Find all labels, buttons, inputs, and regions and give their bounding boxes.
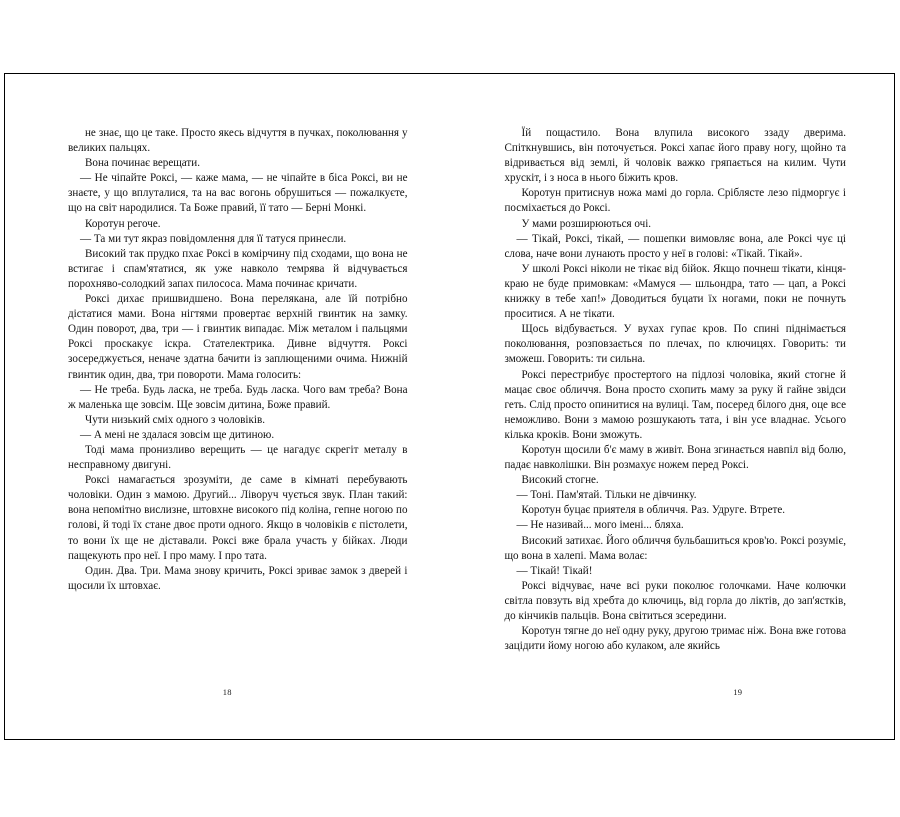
book-spread-frame	[4, 73, 895, 740]
page-left	[5, 74, 450, 739]
paragraph: — Не чіпайте Роксі, — каже мама, — не чіпайте в біса Роксі, ви не знаєте, у що вплуталися, та на вас вогонь обрушиться — пожалкуєте, що на світ народилися. Та Боже правий, її тато — Берні Монкі.	[68, 172, 408, 215]
paragraph: — Тікай! Тікай!	[516, 564, 593, 577]
paragraph: — А мені не здалася зовсім ще дитиною.	[80, 428, 275, 441]
paragraph: Роксі відчуває, наче всі руки поколює голочками. Наче колючки світла повзуть від хребта до ключиць, від горла до ліктів, до зап'ястків, до кінчиків пальців. Вона світиться зсередини.	[504, 579, 846, 622]
paragraph: не знає, що це таке. Просто якесь відчуття в пучках, поколювання у великих пальцях.	[68, 127, 408, 155]
paragraph: Роксі дихає пришвидшено. Вона перелякана, але їй потрібно дістатися мами. Вона нігтями провертає верхній гвинтик на замку. Один поворот, два, три — і гвинтик випадає. Між металом і пальцями Роксі проскакує іскра. Стателектрика. Дивне відчуття. Роксі зосереджується, неначе здатна бачити із заплющеними очима. Нижній гвинтик один, два, три повороти. Мама голосить:	[68, 293, 408, 381]
paragraph: Щось відбувається. У вухах гупає кров. По спині піднімається поколювання, розповзається по плечах, по ключицях. Говорить: ти зможеш. Говорить: ти сильна.	[504, 323, 846, 366]
page-left-text-column	[68, 126, 408, 594]
page-right	[450, 74, 895, 739]
paragraph: Один. Два. Три. Мама знову кричить, Роксі зриває замок з дверей і щосили їх штовхає.	[68, 564, 408, 592]
paragraph: Чути низький сміх одного з чоловіків.	[85, 413, 265, 426]
paragraph: Коротун регоче.	[85, 217, 161, 230]
paragraph: — Та ми тут якраз повідомлення для її татуся принесли.	[80, 232, 347, 245]
page-spread	[5, 74, 894, 739]
paragraph: Високий так прудко пхає Роксі в комірчину під сходами, що вона не встигає і спам'ятатися, як уже навколо темрява й відчувається порохняво-солодкий запах пилососа. Мама починає кричати.	[68, 247, 408, 290]
page-right-text-column	[505, 126, 847, 654]
paragraph: Високий стогне.	[521, 474, 599, 487]
paragraph: Тоді мама пронизливо верещить — це нагадує скрегіт металу в несправному двигуні.	[68, 443, 408, 472]
paragraph: Коротун тягне до неї одну руку, другою тримає ніж. Вона вже готова зацідити йому ногою або кулаком, але якийсь	[504, 625, 846, 653]
paragraph: Коротун притиснув ножа мамі до горла. Сріблясте лезо підморгує і посміхається до Роксі.	[504, 187, 846, 215]
page-number-left: 18	[222, 687, 232, 697]
paragraph: — Не треба. Будь ласка, не треба. Будь ласка. Чого вам треба? Вона ж маленька ще зовсім. Ще зовсім дитина, Боже правий.	[68, 383, 408, 411]
paragraph: Високий затихає. Його обличчя бульбашиться кров'ю. Роксі розуміє, що вона в халепі. Мама волає:	[504, 534, 846, 562]
paragraph: Коротун щосили б'є маму в живіт. Вона згинається навпіл від болю, падає навколішки. Він розмахує ножем перед Роксі.	[504, 443, 846, 472]
paragraph: — Не називай... мого імені... бляха.	[516, 519, 684, 532]
paragraph: — Тікай, Роксі, тікай, — пошепки вимовляє вона, але Роксі чує ці слова, наче вони лунають просто у неї в голові: «Тікай. Тікай».	[504, 232, 846, 260]
paragraph: Вона починає верещати.	[85, 157, 200, 170]
paragraph: У школі Роксі ніколи не тікає від бійок. Якщо почнеш тікати, кінця-краю не буде примовкам: «Мамуся — шльондра, тато — цап, а Роксі книжку в тебе хап!» Доводиться буцати їх ногами, поки не почнуть проситися. А не тікати.	[504, 262, 846, 321]
paragraph: Роксі намагається зрозуміти, де саме в кімнаті перебувають чоловіки. Один з мамою. Другий... Ліворуч чується звук. План такий: вона непомітно вислизне, штовхне високого під коліна, гепне ногою по голові, й тоді їх стане двоє проти одного. Якщо в чоловіків є пістолети, то вони їх ще не діставали. Роксі вже брала участь у бійках. Люди пащекують про неї. І про маму. І про тата.	[68, 474, 408, 562]
page-number-right: 19	[733, 687, 743, 697]
paragraph: У мами розширюються очі.	[521, 217, 652, 230]
paragraph: Коротун буцає приятеля в обличчя. Раз. Удруге. Втрете.	[521, 504, 786, 517]
paragraph: — Тоні. Пам'ятай. Тільки не дівчинку.	[516, 489, 697, 502]
paragraph: Їй пощастило. Вона влупила високого ззаду дверима. Спіткнувшись, він поточується. Роксі хапає його праву ногу, щойно та відривається від землі, й чоловік важко гряпається на килим. Чути хрускіт, і з носа в нього біжить кров.	[504, 127, 846, 185]
paragraph: Роксі перестрибує простертого на підлозі чоловіка, який стогне й мацає своє обличчя. Вона просто схопить маму за руку й гайне звідси геть. Слід просто опинитися на вулиці. Там, посеред білого дня, оце все неможливо. Вони з мамою розшукають тата, і він усе владнає. Усього кілька кроків. Вони зможуть.	[504, 368, 846, 441]
